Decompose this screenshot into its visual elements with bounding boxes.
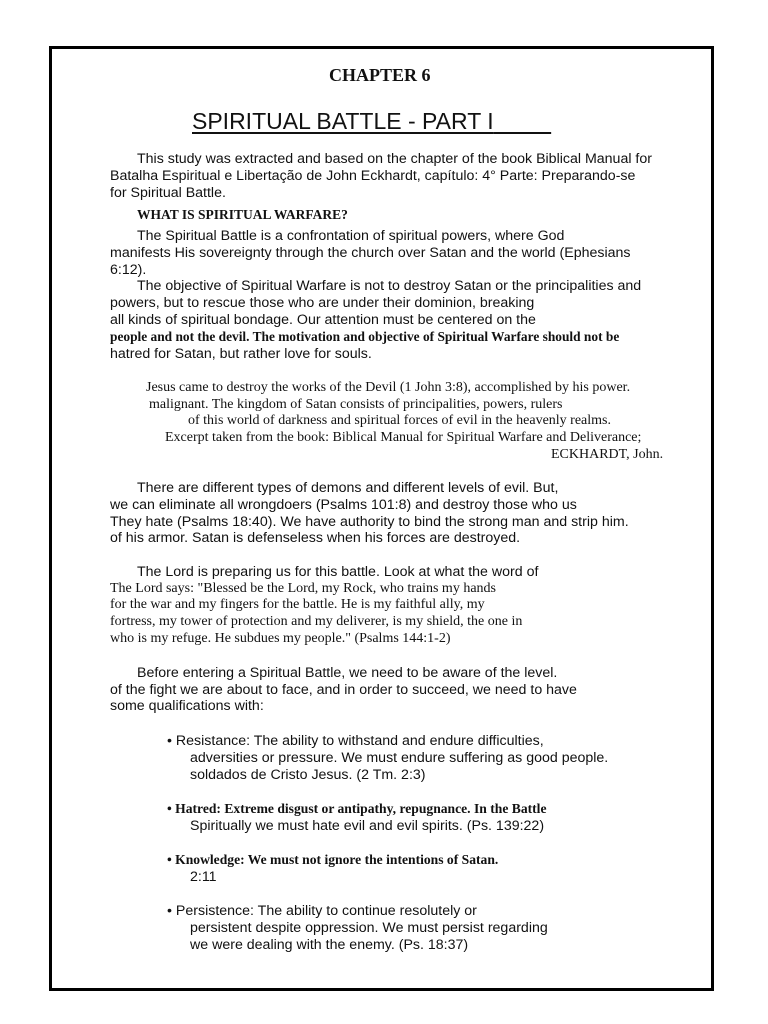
quote-line: Excerpt taken from the book: Biblical Manual for Spiritual Warfare and Deliverance; [165,430,642,445]
paragraph-line: some qualifications with: [110,698,264,714]
chapter-label: CHAPTER 6 [329,65,431,85]
paragraph-line: of his armor. Satan is defenseless when his forces are destroyed. [110,530,521,546]
paragraph-line: The Lord says: "Blessed be the Lord, my Rock, who trains my hands [110,581,496,596]
paragraph-line: fortress, my tower of protection and my deliverer, is my shield, the one in [110,614,523,629]
paragraph-line: The Lord is preparing us for this battle. Look at what the word of [137,564,539,580]
bullet-item: • Knowledge: We must not ignore the intentions of Satan. [167,852,499,867]
paragraph-line: we can eliminate all wrongdoers (Psalms 101:8) and destroy those who us [110,497,577,513]
bullet-continuation: adversities or pressure. We must endure suffering as good people. [190,750,609,766]
bullet-continuation: we were dealing with the enemy. (Ps. 18:37) [190,937,469,953]
paragraph-line: who is my refuge. He subdues my people." (Psalms 144:1-2) [110,631,451,646]
section-heading: WHAT IS SPIRITUAL WARFARE? [137,207,348,222]
bullet-item: • Hatred: Extreme disgust or antipathy, repugnance. In the Battle [167,801,547,816]
intro-line: for Spiritual Battle. [110,185,226,201]
bullet-continuation: persistent despite oppression. We must persist regarding [190,920,548,936]
bullet-continuation: Spiritually we must hate evil and evil spirits. (Ps. 139:22) [190,818,545,834]
paragraph-line: powers, but to rescue those who are under their dominion, breaking [110,295,535,311]
page-title: SPIRITUAL BATTLE - PART I [192,108,494,134]
paragraph-line: for the war and my fingers for the battle. He is my faithful ally, my [110,597,485,612]
intro-line: This study was extracted and based on the chapter of the book Biblical Manual for [137,151,652,167]
quote-line: of this world of darkness and spiritual forces of evil in the heavenly realms. [188,413,611,428]
paragraph-line: people and not the devil. The motivation and objective of Spiritual Warfare should not be [110,329,620,344]
paragraph-line: Before entering a Spiritual Battle, we need to be aware of the level. [137,665,558,681]
bullet-continuation: soldados de Cristo Jesus. (2 Tm. 2:3) [190,767,426,783]
intro-line: Batalha Espiritual e Libertação de John Eckhardt, capítulo: 4° Parte: Preparando-se [110,168,636,184]
paragraph-line: They hate (Psalms 18:40). We have authority to bind the strong man and strip him. [110,514,629,530]
paragraph-line: hatred for Satan, but rather love for souls. [110,346,372,362]
bullet-item: • Resistance: The ability to withstand and endure difficulties, [167,733,544,749]
bullet-item: • Persistence: The ability to continue resolutely or [167,903,477,919]
quote-line: Jesus came to destroy the works of the Devil (1 John 3:8), accomplished by his power. [146,380,631,395]
paragraph-line: The objective of Spiritual Warfare is not to destroy Satan or the principalities and [137,278,642,294]
paragraph-line: of the fight we are about to face, and in order to succeed, we need to have [110,682,577,698]
paragraph-line: 6:12). [110,262,147,278]
bullet-continuation: 2:11 [190,869,217,885]
quote-citation: ECKHARDT, John. [551,447,664,462]
paragraph-line: all kinds of spiritual bondage. Our attention must be centered on the [110,312,536,328]
quote-line: malignant. The kingdom of Satan consists of principalities, powers, rulers [149,397,563,412]
paragraph-line: The Spiritual Battle is a confrontation of spiritual powers, where God [137,228,565,244]
paragraph-line: There are different types of demons and different levels of evil. But, [137,480,559,496]
paragraph-line: manifests His sovereignty through the church over Satan and the world (Ephesians [110,245,631,261]
